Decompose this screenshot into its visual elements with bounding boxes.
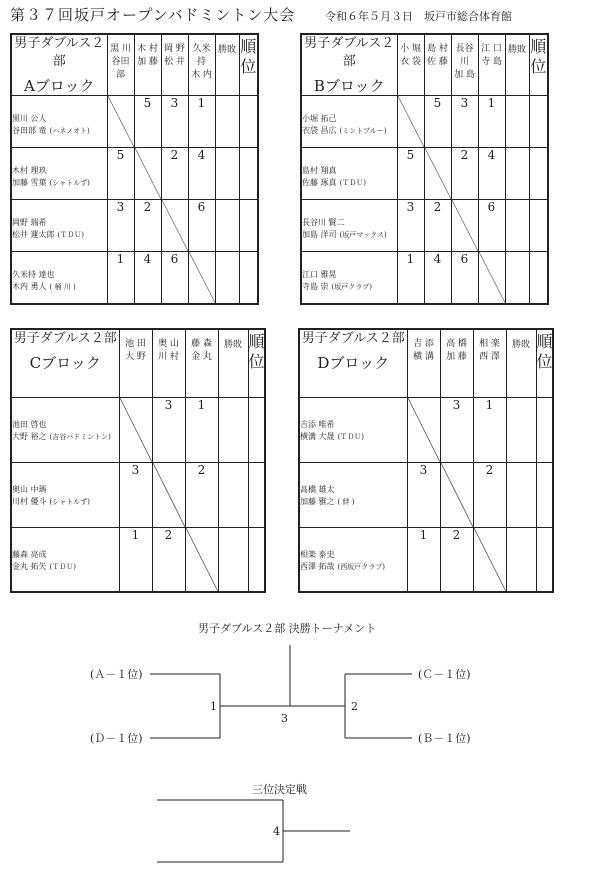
result-cell bbox=[506, 397, 536, 462]
match-order-cell: 2 bbox=[451, 148, 478, 200]
slot-b1: (Ｂ－１位) bbox=[418, 732, 471, 745]
team-cell bbox=[301, 148, 397, 200]
club-name: (ＴＤＵ) bbox=[57, 231, 85, 239]
column-header-name: 大 野 bbox=[125, 352, 146, 362]
team-row bbox=[11, 462, 265, 527]
result-header: 勝敗 bbox=[218, 329, 248, 397]
team-cell bbox=[11, 462, 119, 527]
column-header-team bbox=[473, 329, 506, 397]
column-header-team bbox=[397, 34, 424, 96]
team-cell bbox=[11, 200, 107, 252]
player-name: 谷田部 竜 bbox=[12, 126, 47, 135]
match-order-cell: 2 bbox=[424, 200, 451, 252]
block-label bbox=[11, 329, 119, 397]
player-name: 大野 裕之 bbox=[12, 431, 47, 441]
player-row bbox=[302, 125, 397, 137]
club-name: (ハネノオト) bbox=[49, 127, 90, 135]
match-order-cell: 6 bbox=[478, 200, 505, 252]
club-name: ( 桶 川 ) bbox=[49, 283, 76, 291]
column-header-name: 江 口 bbox=[481, 44, 502, 54]
match-number-3: 3 bbox=[281, 712, 288, 725]
team-row bbox=[301, 96, 548, 148]
rank-header-label: 順位 bbox=[530, 37, 547, 76]
league-table-d bbox=[298, 328, 554, 593]
diagonal-cell bbox=[451, 200, 478, 252]
team-row bbox=[11, 96, 258, 148]
player-name: 横溝 大晟 bbox=[300, 431, 335, 441]
column-header-name: 寺 島 bbox=[481, 57, 502, 67]
diagonal-cell bbox=[188, 252, 215, 304]
rank-cell bbox=[239, 252, 258, 304]
team-row bbox=[301, 148, 548, 200]
team-cell bbox=[299, 462, 407, 527]
diagonal-cell bbox=[397, 96, 424, 148]
match-order-cell: 2 bbox=[473, 462, 506, 527]
match-order-cell: 4 bbox=[478, 148, 505, 200]
match-order-cell: 6 bbox=[161, 252, 188, 304]
club-name: (ＴＤＵ) bbox=[339, 179, 367, 187]
diagonal-cell bbox=[134, 148, 161, 200]
match-order-cell: 3 bbox=[107, 200, 134, 252]
diagonal-line bbox=[452, 200, 478, 251]
club-name: (吉谷バドミントン) bbox=[49, 432, 111, 441]
block-label bbox=[11, 34, 107, 96]
team-cell bbox=[301, 200, 397, 252]
player-row bbox=[12, 496, 119, 508]
team-row bbox=[301, 252, 548, 304]
result-cell bbox=[505, 200, 529, 252]
match-order-cell: 2 bbox=[152, 527, 185, 592]
rank-header-label: 順位 bbox=[240, 37, 257, 76]
match-order-cell: 3 bbox=[440, 397, 473, 462]
club-name: (坂戸マックス) bbox=[339, 231, 387, 239]
match-order-cell: 6 bbox=[188, 200, 215, 252]
match-order-cell: 5 bbox=[134, 96, 161, 148]
rank-cell bbox=[239, 96, 258, 148]
player-row bbox=[300, 561, 407, 573]
match-number-1: 1 bbox=[210, 700, 217, 713]
player-name: 木村 理玖 bbox=[12, 166, 47, 175]
match-order-cell: 5 bbox=[424, 96, 451, 148]
column-header-name: 相 楽 bbox=[479, 339, 500, 349]
column-header-name: 木 村 bbox=[137, 44, 158, 54]
player-row bbox=[12, 177, 107, 189]
rank-cell bbox=[529, 96, 548, 148]
player-name: 長谷川 賢二 bbox=[302, 218, 345, 227]
match-order-cell: 4 bbox=[134, 252, 161, 304]
block-label bbox=[299, 329, 407, 397]
diagonal-cell bbox=[473, 527, 506, 592]
diagonal-line bbox=[162, 200, 188, 251]
player-name: 金丸 拓矢 bbox=[12, 561, 47, 571]
match-order-cell: 2 bbox=[185, 462, 218, 527]
match-order-cell: 4 bbox=[188, 148, 215, 200]
player-name: 加藤 雅之 bbox=[300, 496, 335, 506]
rank-cell bbox=[536, 397, 553, 462]
match-order-cell: 1 bbox=[473, 397, 506, 462]
column-header-name: 川 村 bbox=[158, 352, 179, 362]
team-row bbox=[11, 397, 265, 462]
result-header: 勝敗 bbox=[506, 329, 536, 397]
rank-cell bbox=[248, 462, 265, 527]
column-header-name: 松 井 bbox=[164, 57, 185, 67]
rank-header bbox=[529, 34, 548, 96]
result-header: 勝敗 bbox=[505, 34, 529, 96]
rank-header bbox=[536, 329, 553, 397]
column-header-name: 加 藤 bbox=[137, 57, 158, 67]
match-order-cell: 3 bbox=[119, 462, 152, 527]
rank-cell bbox=[248, 527, 265, 592]
team-cell bbox=[301, 252, 397, 304]
rank-cell bbox=[248, 397, 265, 462]
diagonal-line bbox=[408, 398, 440, 462]
diagonal-line bbox=[153, 463, 185, 527]
column-header-name: 小 堀 bbox=[400, 44, 421, 54]
diagonal-cell bbox=[185, 527, 218, 592]
column-header-team bbox=[185, 329, 218, 397]
team-cell bbox=[11, 527, 119, 592]
column-header-team bbox=[152, 329, 185, 397]
column-header-name: 島 村 bbox=[427, 44, 448, 54]
club-name: (ＴＤＵ) bbox=[337, 432, 365, 441]
column-header-name: 池 田 bbox=[125, 339, 146, 349]
diagonal-line bbox=[189, 252, 215, 303]
slot-c1: (Ｃ－１位) bbox=[418, 668, 471, 681]
player-row bbox=[302, 229, 397, 241]
diagonal-line bbox=[425, 148, 451, 199]
column-header-team bbox=[119, 329, 152, 397]
block-name: Aブロック bbox=[23, 77, 95, 95]
diagonal-line bbox=[120, 398, 152, 462]
player-name: 加藤 雪葉 bbox=[12, 178, 47, 187]
diagonal-line bbox=[479, 252, 505, 303]
rank-cell bbox=[239, 148, 258, 200]
player-name: 岡野 瑞希 bbox=[12, 218, 47, 227]
slot-a1: (Ａ－１位) bbox=[90, 668, 143, 681]
column-header-name: 奥 山 bbox=[158, 339, 179, 349]
column-header-name: 西 澤 bbox=[479, 352, 500, 362]
match-order-cell: 1 bbox=[119, 527, 152, 592]
match-order-cell: 1 bbox=[185, 397, 218, 462]
result-cell bbox=[506, 462, 536, 527]
column-header-team bbox=[161, 34, 188, 96]
block-category: 男子ダブルス２部 bbox=[13, 331, 117, 346]
match-order-cell: 3 bbox=[397, 200, 424, 252]
diagonal-cell bbox=[107, 96, 134, 148]
rank-header-label: 順位 bbox=[248, 332, 265, 371]
diagonal-line bbox=[441, 463, 473, 527]
player-name: 木内 勇人 bbox=[12, 282, 47, 291]
team-row bbox=[11, 200, 258, 252]
player-name: 久米持 達也 bbox=[12, 270, 55, 279]
result-cell bbox=[215, 96, 239, 148]
result-cell bbox=[215, 252, 239, 304]
result-cell bbox=[215, 148, 239, 200]
match-order-cell: 5 bbox=[107, 148, 134, 200]
result-cell bbox=[218, 527, 248, 592]
rank-cell bbox=[239, 200, 258, 252]
column-header-name: 黒 川 bbox=[110, 44, 131, 54]
rank-cell bbox=[529, 252, 548, 304]
team-cell bbox=[299, 527, 407, 592]
column-header-name: 吉 添 bbox=[413, 339, 434, 349]
column-header-team bbox=[407, 329, 440, 397]
rank-header bbox=[239, 34, 258, 96]
match-order-cell: 4 bbox=[424, 252, 451, 304]
diagonal-line bbox=[474, 528, 506, 592]
match-order-cell: 1 bbox=[107, 252, 134, 304]
player-name: 吉添 唯希 bbox=[300, 419, 335, 429]
match-order-cell: 1 bbox=[478, 96, 505, 148]
team-row bbox=[299, 527, 553, 592]
player-name: 西澤 拓哉 bbox=[300, 561, 335, 571]
player-row bbox=[300, 431, 407, 443]
match-order-cell: 3 bbox=[161, 96, 188, 148]
player-name: 衣袋 昌広 bbox=[302, 126, 337, 135]
team-row bbox=[11, 527, 265, 592]
club-name: (ミントブルー) bbox=[339, 127, 387, 135]
column-header-team bbox=[134, 34, 161, 96]
result-cell bbox=[218, 462, 248, 527]
rank-cell bbox=[529, 200, 548, 252]
player-name: 相楽 泰史 bbox=[300, 549, 335, 559]
block-name: Dブロック bbox=[317, 354, 390, 372]
player-row bbox=[302, 281, 397, 293]
diagonal-cell bbox=[407, 397, 440, 462]
team-cell bbox=[301, 96, 397, 148]
player-name: 島村 翔真 bbox=[302, 166, 337, 175]
club-name: (シャトルず) bbox=[49, 497, 90, 506]
player-row bbox=[12, 281, 107, 293]
column-header-name: 長谷川 bbox=[455, 44, 474, 67]
club-name: (西坂戸クラブ) bbox=[337, 562, 386, 571]
league-table-b bbox=[300, 33, 549, 305]
column-header-name: 佐 藤 bbox=[427, 57, 448, 67]
player-row bbox=[12, 431, 119, 443]
match-number-4: 4 bbox=[273, 825, 280, 838]
player-name: 川村 優斗 bbox=[12, 496, 47, 506]
result-cell bbox=[505, 148, 529, 200]
player-row bbox=[12, 229, 107, 241]
team-row bbox=[11, 252, 258, 304]
player-row bbox=[302, 177, 397, 189]
block-name: Bブロック bbox=[313, 77, 385, 95]
column-header-name: 横 溝 bbox=[413, 352, 434, 362]
league-table-a bbox=[10, 33, 259, 305]
column-header-name: 加 藤 bbox=[446, 352, 467, 362]
player-row bbox=[300, 496, 407, 508]
column-header-name: 金 丸 bbox=[191, 352, 212, 362]
rank-header-label: 順位 bbox=[536, 332, 553, 371]
player-name: 高橋 雄太 bbox=[300, 484, 335, 494]
player-name: 加島 洋司 bbox=[302, 230, 337, 239]
column-header-team bbox=[188, 34, 215, 96]
slot-d1: (Ｄ－１位) bbox=[90, 732, 143, 745]
team-cell bbox=[11, 252, 107, 304]
block-label bbox=[301, 34, 397, 96]
diagonal-line bbox=[398, 96, 424, 147]
player-name: 小堀 拓己 bbox=[302, 114, 337, 123]
result-header: 勝敗 bbox=[215, 34, 239, 96]
result-cell bbox=[218, 397, 248, 462]
result-cell bbox=[505, 96, 529, 148]
diagonal-cell bbox=[119, 397, 152, 462]
match-order-cell: 6 bbox=[451, 252, 478, 304]
column-header-name: 木 内 bbox=[191, 70, 212, 80]
column-header-name: 久米持 bbox=[192, 44, 211, 67]
player-row bbox=[12, 125, 107, 137]
player-name: 江口 雅晃 bbox=[302, 270, 337, 279]
rank-cell bbox=[529, 148, 548, 200]
match-order-cell: 2 bbox=[440, 527, 473, 592]
result-cell bbox=[505, 252, 529, 304]
block-category: 男子ダブルス２部 bbox=[301, 331, 405, 346]
player-name: 松井 蓮太郎 bbox=[12, 230, 55, 239]
team-row bbox=[299, 462, 553, 527]
column-header-team bbox=[424, 34, 451, 96]
diagonal-line bbox=[108, 96, 134, 147]
team-row bbox=[11, 148, 258, 200]
rank-cell bbox=[536, 462, 553, 527]
block-category: 男子ダブルス２部 bbox=[14, 36, 105, 69]
team-row bbox=[299, 397, 553, 462]
column-header-name: 衣 袋 bbox=[400, 57, 421, 67]
league-table-c bbox=[10, 328, 266, 593]
player-name: 寺島 崇 bbox=[302, 282, 329, 291]
diagonal-cell bbox=[424, 148, 451, 200]
player-name: 藤森 亮成 bbox=[12, 549, 47, 559]
column-header-name: 藤 森 bbox=[191, 339, 212, 349]
diagonal-line bbox=[186, 528, 218, 592]
player-name: 佐藤 琢真 bbox=[302, 178, 337, 187]
column-header-name: 谷田部 bbox=[111, 57, 130, 80]
team-cell bbox=[299, 397, 407, 462]
match-order-cell: 3 bbox=[451, 96, 478, 148]
team-cell bbox=[11, 96, 107, 148]
column-header-team bbox=[107, 34, 134, 96]
page-title: 第３７回坂戸オープンバドミントン大会 bbox=[10, 6, 296, 24]
result-cell bbox=[506, 527, 536, 592]
match-order-cell: 2 bbox=[134, 200, 161, 252]
column-header-team bbox=[451, 34, 478, 96]
column-header-team bbox=[440, 329, 473, 397]
team-cell bbox=[11, 148, 107, 200]
club-name: (シャトルず) bbox=[49, 179, 90, 187]
diagonal-cell bbox=[152, 462, 185, 527]
match-order-cell: 1 bbox=[188, 96, 215, 148]
match-order-cell: 1 bbox=[407, 527, 440, 592]
result-cell bbox=[215, 200, 239, 252]
diagonal-cell bbox=[161, 200, 188, 252]
team-cell bbox=[11, 397, 119, 462]
block-category: 男子ダブルス２部 bbox=[304, 36, 395, 69]
diagonal-line bbox=[135, 148, 161, 199]
diagonal-cell bbox=[478, 252, 505, 304]
match-order-cell: 3 bbox=[152, 397, 185, 462]
team-row bbox=[301, 200, 548, 252]
player-name: 黒川 公人 bbox=[12, 114, 47, 123]
third-place-title: 三位決定戦 bbox=[252, 783, 307, 796]
rank-cell bbox=[536, 527, 553, 592]
diagonal-cell bbox=[440, 462, 473, 527]
match-order-cell: 3 bbox=[407, 462, 440, 527]
player-name: 池田 啓也 bbox=[12, 419, 47, 429]
tournament-title: 男子ダブルス２部 決勝トーナメント bbox=[198, 622, 377, 635]
column-header-name: 岡 野 bbox=[164, 44, 185, 54]
block-name: Cブロック bbox=[29, 354, 101, 372]
club-name: (坂戸クラブ) bbox=[331, 283, 373, 291]
match-order-cell: 2 bbox=[161, 148, 188, 200]
column-header-name: 高 橋 bbox=[446, 339, 467, 349]
club-name: (ＴＤＵ) bbox=[49, 562, 77, 571]
player-name: 奥山 中瑪 bbox=[12, 484, 47, 494]
column-header-name: 加 島 bbox=[454, 70, 475, 80]
column-header-team bbox=[478, 34, 505, 96]
rank-header bbox=[248, 329, 265, 397]
match-number-2: 2 bbox=[351, 700, 358, 713]
club-name: ( 絆 ) bbox=[337, 497, 355, 506]
player-row bbox=[12, 561, 119, 573]
match-order-cell: 5 bbox=[397, 148, 424, 200]
match-order-cell: 1 bbox=[397, 252, 424, 304]
page-subtitle: 令和６年５月３日 坂戸市総合体育館 bbox=[325, 10, 512, 23]
